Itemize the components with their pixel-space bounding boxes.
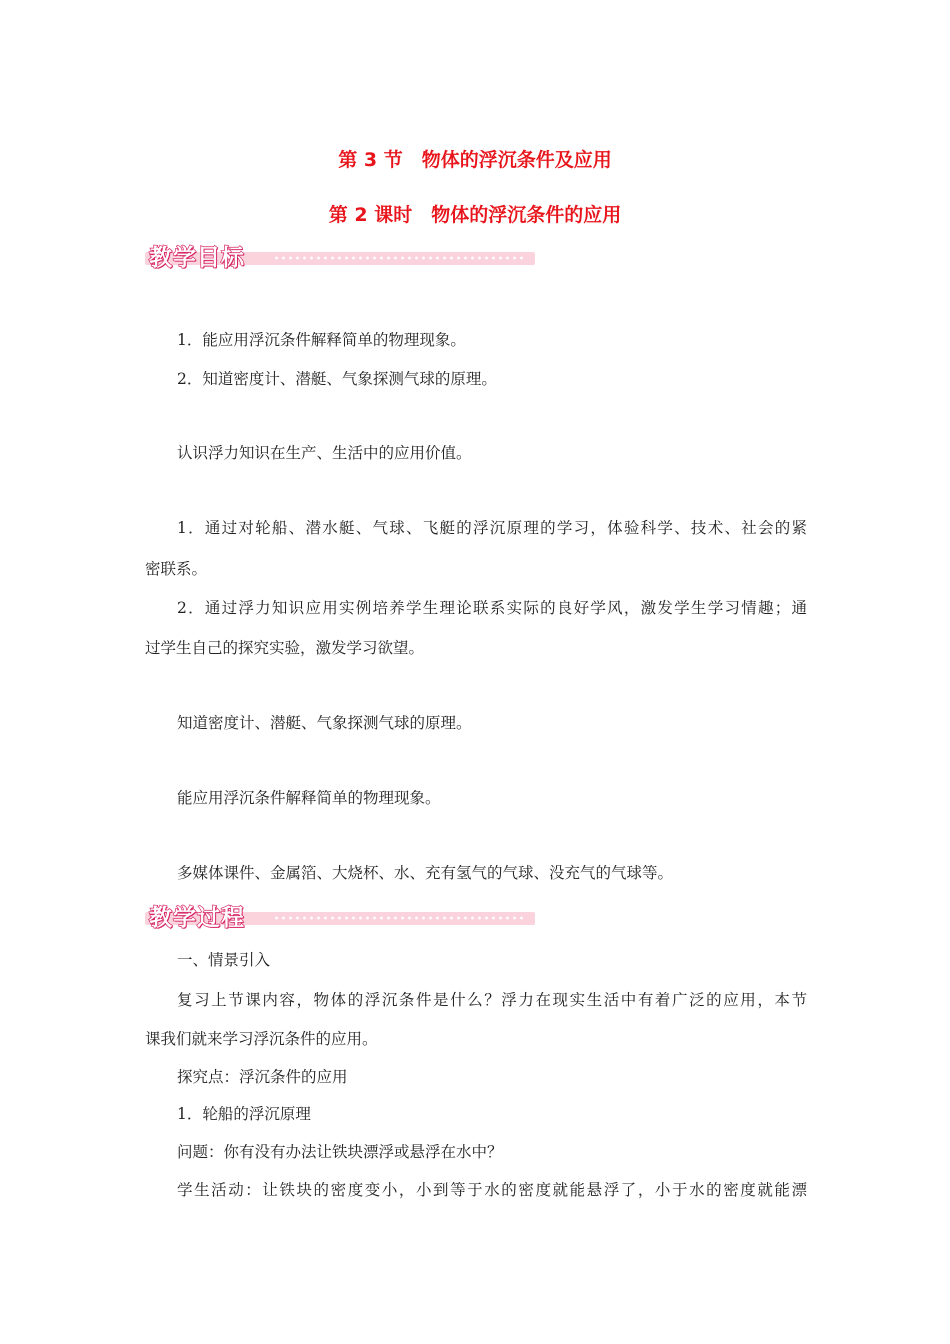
process-line: 探究点：浮沉条件的应用 <box>177 1068 348 1086</box>
objective-line: 1．能应用浮沉条件解释简单的物理现象。 <box>177 331 466 349</box>
banner-label: 教学目标 <box>149 245 245 271</box>
banner-dots <box>273 916 523 920</box>
emotion-line: 密联系。 <box>145 560 208 578</box>
process-banner <box>145 901 535 931</box>
emotion-line: 过学生自己的探究实验，激发学习欲望。 <box>145 639 425 657</box>
teaching-aids-line: 多媒体课件、金属箔、大烧杯、水、充有氢气的气球、没充气的气球等。 <box>177 864 674 882</box>
objectives-banner <box>145 241 535 271</box>
emotion-line: 1．通过对轮船、潜水艇、气球、飞艇的浮沉原理的学习，体验科学、技术、社会的紧 <box>177 519 807 537</box>
difficult-point-line: 能应用浮沉条件解释简单的物理现象。 <box>177 789 441 807</box>
page-title: 第 3 节 物体的浮沉条件及应用 <box>338 149 612 171</box>
page-subtitle: 第 2 课时 物体的浮沉条件的应用 <box>328 204 622 226</box>
key-point-line: 知道密度计、潜艇、气象探测气球的原理。 <box>177 714 472 732</box>
process-line: 课我们就来学习浮沉条件的应用。 <box>145 1030 378 1048</box>
process-line: 问题：你有没有办法让铁块漂浮或悬浮在水中？ <box>177 1143 503 1161</box>
banner-label: 教学过程 <box>149 905 245 931</box>
objective-line: 2．知道密度计、潜艇、气象探测气球的原理。 <box>177 370 497 388</box>
emotion-line: 2．通过浮力知识应用实例培养学生理论联系实际的良好学风，激发学生学习情趣；通 <box>177 599 807 617</box>
process-heading: 一、情景引入 <box>177 951 271 969</box>
process-line: 学生活动：让铁块的密度变小，小到等于水的密度就能悬浮了，小于水的密度就能漂 <box>177 1181 807 1199</box>
process-line: 复习上节课内容，物体的浮沉条件是什么？浮力在现实生活中有着广泛的应用，本节 <box>177 991 807 1009</box>
process-line: 1．轮船的浮沉原理 <box>177 1105 311 1123</box>
process-method-line: 认识浮力知识在生产、生活中的应用价值。 <box>177 444 472 462</box>
banner-dots <box>273 256 523 260</box>
